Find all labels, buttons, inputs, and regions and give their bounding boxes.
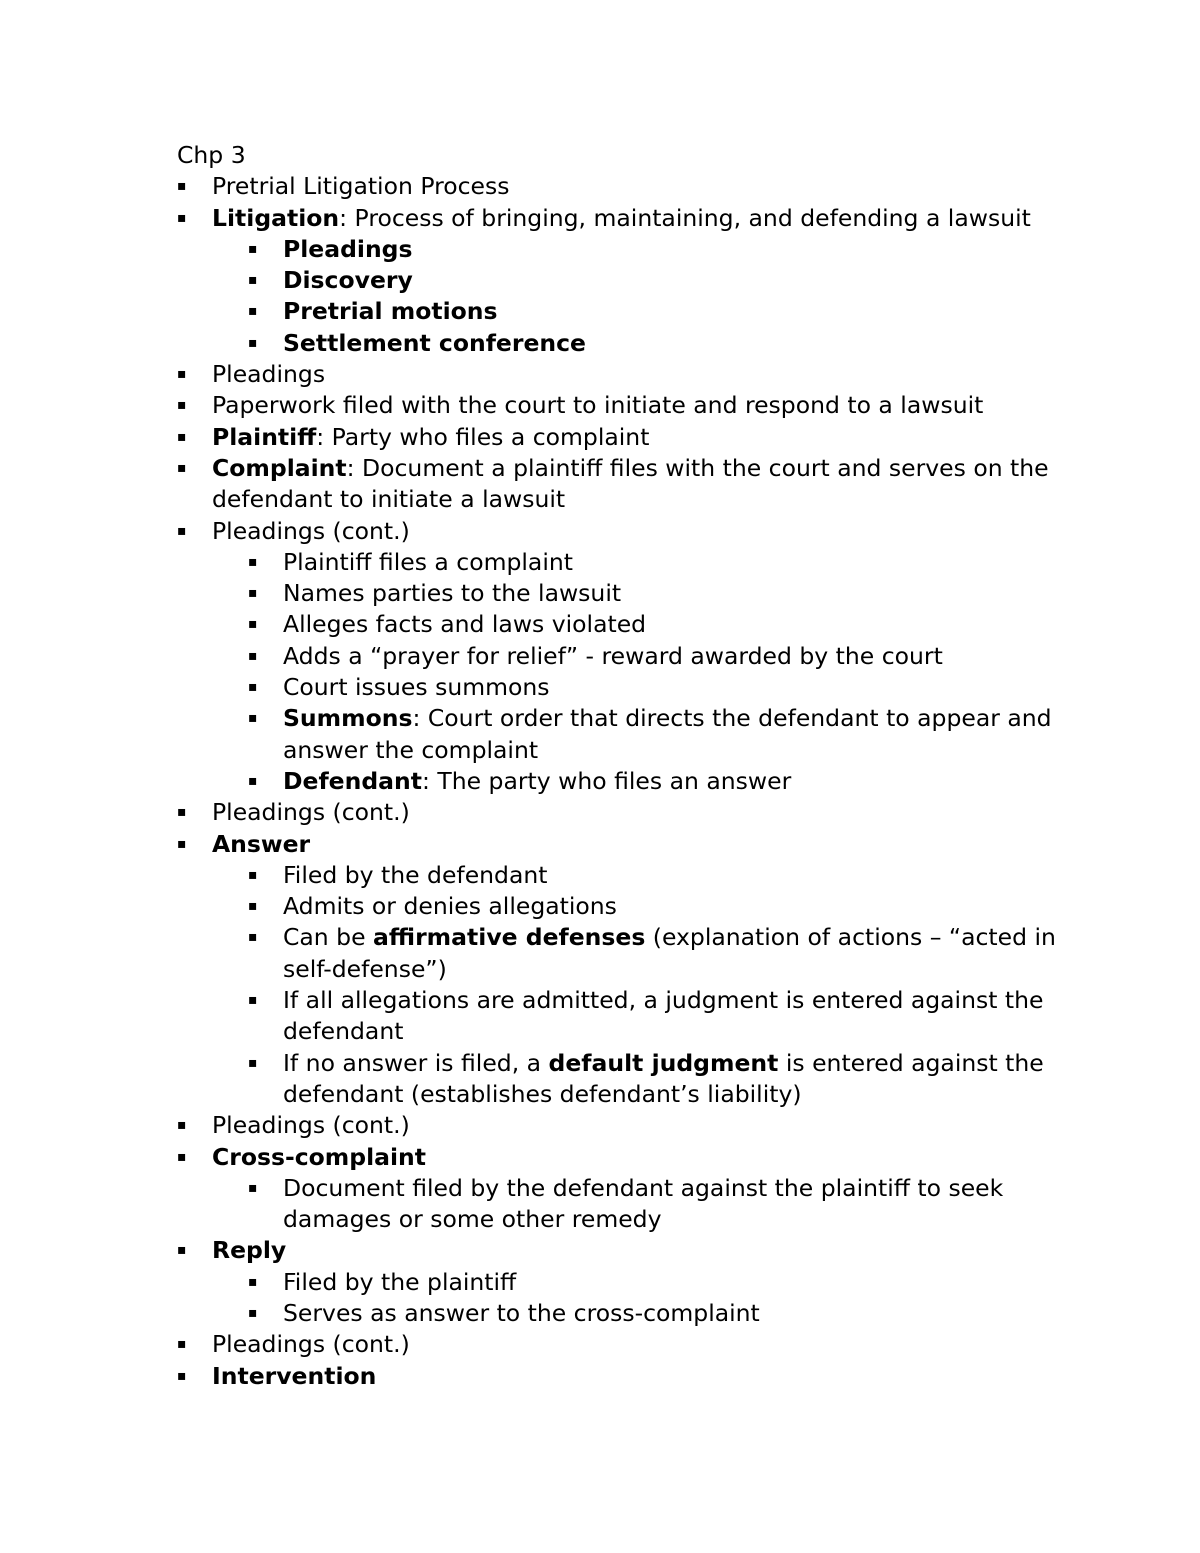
- list-item: [177, 234, 1077, 265]
- item-text: Plaintiff files a complaint: [283, 547, 573, 576]
- bullet-icon: ▪: [177, 522, 187, 539]
- item-text: Pleadings (cont.): [212, 1111, 410, 1140]
- list-item: [177, 328, 1077, 359]
- bullet-icon: ▪: [248, 616, 258, 633]
- item-text: Document filed by the defendant against the plaintiff to seek damages or some other remedy: [283, 1173, 1004, 1234]
- list-item: [177, 1110, 1077, 1141]
- bold-term: Intervention: [212, 1361, 377, 1390]
- list-item: [177, 829, 1077, 860]
- bold-term: Plaintiff: [212, 422, 317, 451]
- bold-term: Reply: [212, 1236, 287, 1265]
- bullet-icon: ▪: [177, 209, 187, 226]
- bullet-icon: ▪: [177, 835, 187, 852]
- item-text: If no answer is filed, a: [283, 1048, 549, 1077]
- item-text: : Court order that directs the defendant to appear and answer the complaint: [283, 704, 1052, 764]
- bullet-icon: ▪: [248, 992, 258, 1009]
- list-item: [177, 265, 1077, 296]
- bold-term: Summons: [283, 704, 413, 733]
- list-item: [177, 1298, 1077, 1329]
- bullet-icon: ▪: [248, 1054, 258, 1071]
- bullet-icon: ▪: [248, 303, 258, 320]
- list-item: [177, 860, 1077, 891]
- list-item: [177, 766, 1077, 797]
- bold-term: Litigation: [212, 203, 340, 232]
- bullet-icon: ▪: [177, 459, 187, 476]
- item-text: : The party who files an answer: [421, 766, 792, 795]
- list-item: [177, 1267, 1077, 1298]
- list-item: [177, 547, 1077, 578]
- item-text: : Party who files a complaint: [316, 422, 650, 451]
- chapter-heading: Chp 3: [177, 141, 246, 169]
- item-text: Paperwork filed with the court to initiate and respond to a lawsuit: [212, 391, 984, 420]
- bullet-outline: [177, 171, 1077, 1392]
- item-text: Alleges facts and laws violated: [283, 610, 647, 639]
- item-text: (explanation of actions – “acted in self-defense”): [283, 923, 1056, 983]
- item-text: Serves as answer to the cross-complaint: [283, 1298, 760, 1327]
- item-text: If all allegations are admitted, a judgment is entered against the defendant: [283, 986, 1044, 1046]
- bullet-icon: ▪: [248, 866, 258, 883]
- list-item: [177, 1329, 1077, 1360]
- bullet-icon: ▪: [248, 272, 258, 289]
- list-item: [177, 1173, 1077, 1236]
- item-text: Court issues summons: [283, 673, 550, 702]
- item-text: : Process of bringing, maintaining, and defending a lawsuit: [339, 203, 1031, 232]
- bold-term: Discovery: [283, 266, 413, 295]
- bullet-icon: ▪: [248, 647, 258, 664]
- list-item: [177, 516, 1077, 547]
- list-item: [177, 797, 1077, 828]
- bullet-icon: ▪: [248, 334, 258, 351]
- bold-term: Answer: [212, 829, 311, 858]
- list-item: [177, 922, 1077, 985]
- bullet-icon: ▪: [248, 1304, 258, 1321]
- item-text: Filed by the plaintiff: [283, 1267, 517, 1296]
- item-text: is entered against the defendant (establishes defendant’s liability): [283, 1048, 1044, 1108]
- bullet-icon: ▪: [177, 428, 187, 445]
- bullet-icon: ▪: [177, 1117, 187, 1134]
- item-text: Pleadings (cont.): [212, 1330, 410, 1359]
- item-text: Filed by the defendant: [283, 860, 548, 889]
- list-item: [177, 296, 1077, 327]
- bullet-icon: ▪: [248, 1179, 258, 1196]
- list-item: [177, 453, 1077, 516]
- bullet-icon: ▪: [177, 397, 187, 414]
- list-item: [177, 672, 1077, 703]
- item-text: Names parties to the lawsuit: [283, 579, 622, 608]
- bold-term: default judgment: [548, 1048, 779, 1077]
- bullet-icon: ▪: [248, 772, 258, 789]
- list-item: [177, 641, 1077, 672]
- item-text: Adds a “prayer for relief” - reward awarded by the court: [283, 641, 943, 670]
- list-item: [177, 171, 1077, 202]
- list-item: [177, 203, 1077, 234]
- list-item: [177, 1235, 1077, 1266]
- list-item: [177, 390, 1077, 421]
- bullet-icon: ▪: [248, 553, 258, 570]
- bold-term: Defendant: [283, 766, 422, 795]
- item-text: Pleadings: [212, 360, 326, 389]
- bullet-icon: ▪: [248, 240, 258, 257]
- bold-term: Pleadings: [283, 234, 413, 263]
- list-item: [177, 578, 1077, 609]
- notes-body: [177, 140, 1077, 1392]
- item-text: Can be: [283, 923, 374, 952]
- bullet-icon: ▪: [177, 804, 187, 821]
- item-text: Pleadings (cont.): [212, 798, 410, 827]
- list-item: [177, 985, 1077, 1048]
- list-item: [177, 1361, 1077, 1392]
- list-item: [177, 359, 1077, 390]
- bullet-icon: ▪: [248, 898, 258, 915]
- item-text: Pretrial Litigation Process: [212, 172, 510, 201]
- list-item: [177, 703, 1077, 766]
- bullet-icon: ▪: [177, 178, 187, 195]
- bullet-icon: ▪: [177, 366, 187, 383]
- item-text: Pleadings (cont.): [212, 516, 410, 545]
- bold-term: Complaint: [212, 453, 347, 482]
- bullet-icon: ▪: [177, 1242, 187, 1259]
- bullet-icon: ▪: [248, 679, 258, 696]
- item-text: : Document a plaintiff files with the court and serves on the defendant to initiate a lawsuit: [212, 453, 1049, 514]
- bold-term: Settlement conference: [283, 328, 586, 357]
- bold-term: Cross-complaint: [212, 1142, 427, 1171]
- bullet-icon: ▪: [177, 1367, 187, 1384]
- list-item: [177, 422, 1077, 453]
- bold-term: Pretrial motions: [283, 297, 498, 326]
- item-text: Admits or denies allegations: [283, 892, 617, 921]
- bullet-icon: ▪: [248, 929, 258, 946]
- bullet-icon: ▪: [248, 710, 258, 727]
- list-item: [177, 1048, 1077, 1111]
- bold-term: affirmative defenses: [373, 923, 646, 952]
- bullet-icon: ▪: [177, 1148, 187, 1165]
- list-item: [177, 1142, 1077, 1173]
- list-item: [177, 609, 1077, 640]
- bullet-icon: ▪: [248, 1273, 258, 1290]
- bullet-icon: ▪: [177, 1336, 187, 1353]
- bullet-icon: ▪: [248, 585, 258, 602]
- list-item: [177, 891, 1077, 922]
